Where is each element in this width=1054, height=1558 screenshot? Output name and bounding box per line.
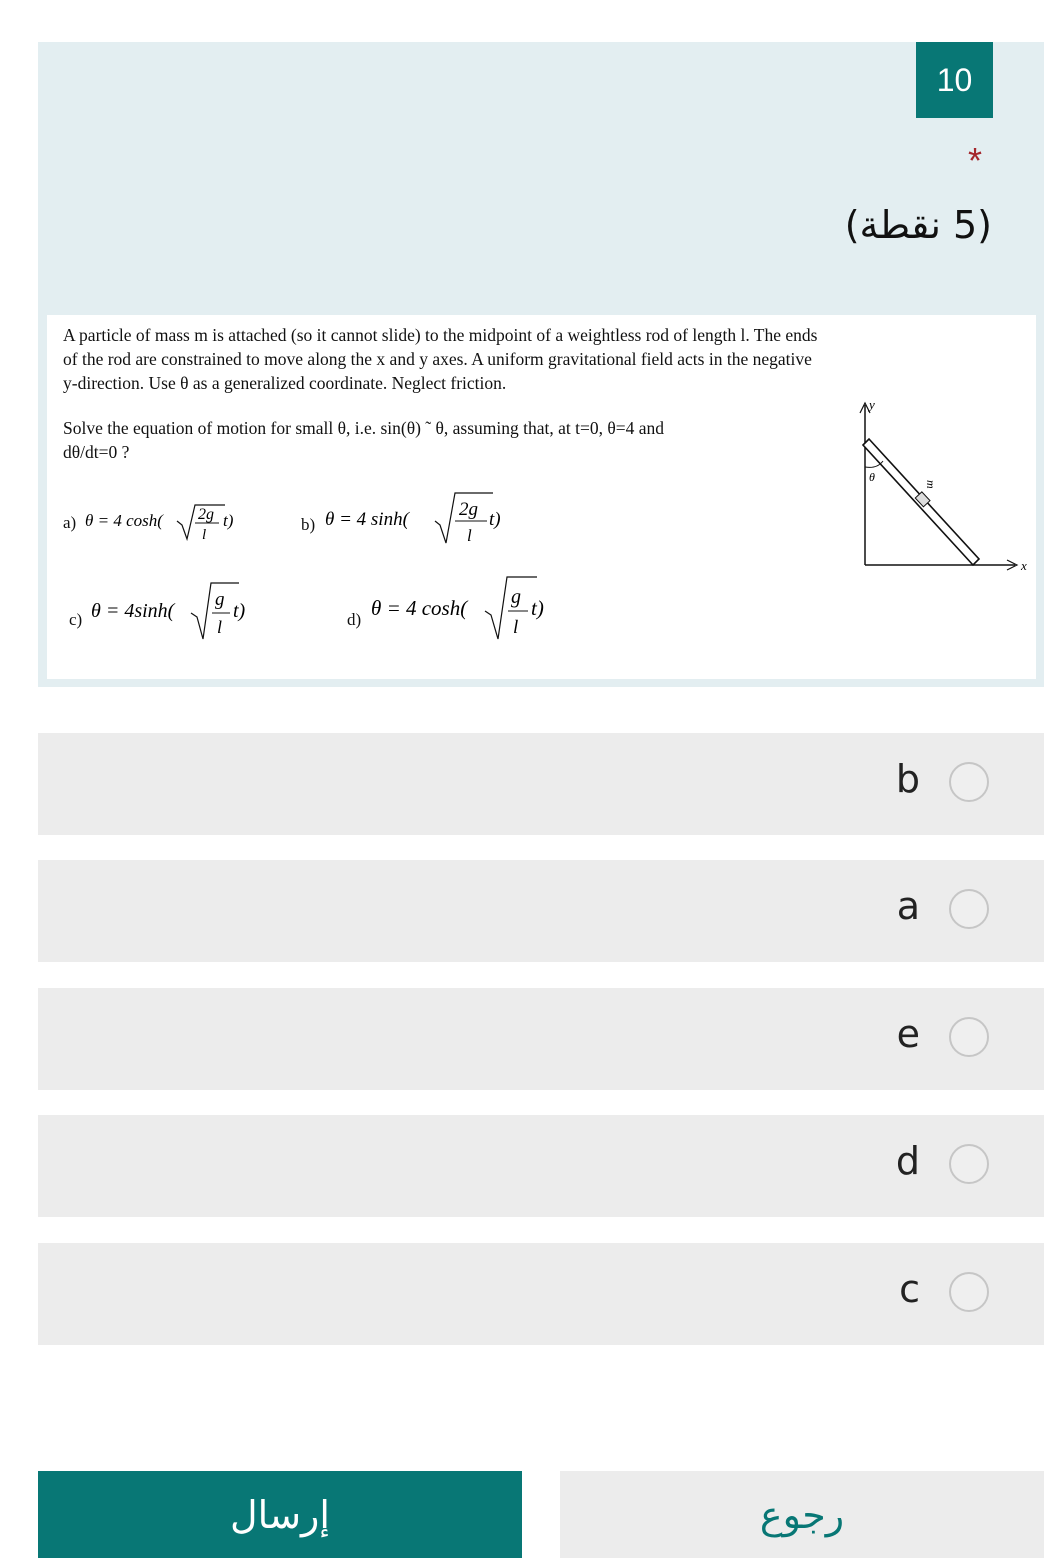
option-d-den: l (513, 617, 519, 638)
choice-label: e (896, 1012, 920, 1056)
question-points: (5 نقطة) (844, 203, 992, 247)
option-c-lhs: θ = 4sinh( (91, 600, 175, 622)
option-d-formula (371, 573, 601, 647)
choice-option-d[interactable] (38, 1115, 1044, 1217)
question-image (47, 315, 1036, 679)
submit-button[interactable]: إرسال (38, 1471, 522, 1558)
back-button[interactable]: رجوع (560, 1471, 1044, 1558)
question-text-line: y-direction. Use θ as a generalized coordinate. Neglect friction. (63, 373, 507, 393)
option-d-lhs: θ = 4 cosh( (371, 596, 468, 620)
radio-button[interactable] (949, 762, 989, 802)
question-text-line: of the rod are constrained to move along the x and y axes. A uniform gravitational field acts in the negative (63, 349, 812, 369)
radio-button[interactable] (949, 889, 989, 929)
choice-label: a (896, 884, 920, 928)
mass-label: m (924, 480, 938, 489)
question-text-line: A particle of mass m is attached (so it cannot slide) to the midpoint of a weightless rod of length l. The ends (63, 325, 818, 345)
question-text (63, 323, 993, 395)
question-prompt-line: Solve the equation of motion for small θ, i.e. sin(θ) ˜ θ, assuming that, at t=0, θ=4 and (63, 418, 665, 438)
x-axis-label: x (1021, 558, 1027, 573)
question-number-badge: 10 (916, 42, 993, 118)
option-c-letter: c) (69, 610, 83, 629)
option-b-letter: b) (301, 515, 316, 534)
option-d-tail: t) (531, 596, 544, 620)
option-a-num: 2g (198, 506, 214, 523)
option-c-den: l (217, 617, 223, 637)
y-axis-label: y (869, 397, 875, 412)
choice-option-a[interactable] (38, 860, 1044, 962)
required-asterisk: * (967, 140, 982, 181)
option-c-num: g (215, 589, 225, 610)
option-b-formula (325, 489, 555, 549)
option-d-num: g (511, 586, 521, 608)
choice-option-e[interactable] (38, 988, 1044, 1090)
option-d-letter: d) (347, 610, 362, 629)
option-a-den: l (202, 527, 207, 543)
choice-label: b (895, 757, 920, 801)
radio-button[interactable] (949, 1144, 989, 1184)
question-prompt-line: dθ/dt=0 ? (63, 442, 130, 462)
choice-label: d (895, 1139, 920, 1183)
option-a-formula (85, 493, 285, 543)
option-c-formula (91, 577, 311, 647)
option-b-tail: t) (489, 509, 501, 530)
option-a-lhs: θ = 4 cosh( (85, 511, 163, 530)
choice-label: c (899, 1267, 920, 1311)
rod-figure (847, 393, 1036, 579)
option-b-den: l (467, 526, 472, 545)
choice-option-b[interactable] (38, 733, 1044, 835)
choice-option-c[interactable] (38, 1243, 1044, 1345)
option-c-tail: t) (233, 600, 246, 622)
question-prompt (63, 416, 823, 464)
option-a-letter: a) (63, 513, 77, 532)
option-b-lhs: θ = 4 sinh( (325, 509, 409, 530)
radio-button[interactable] (949, 1017, 989, 1057)
radio-button[interactable] (949, 1272, 989, 1312)
option-b-num: 2g (459, 499, 478, 520)
option-a-tail: t) (223, 511, 234, 530)
angle-label: θ (869, 470, 875, 484)
